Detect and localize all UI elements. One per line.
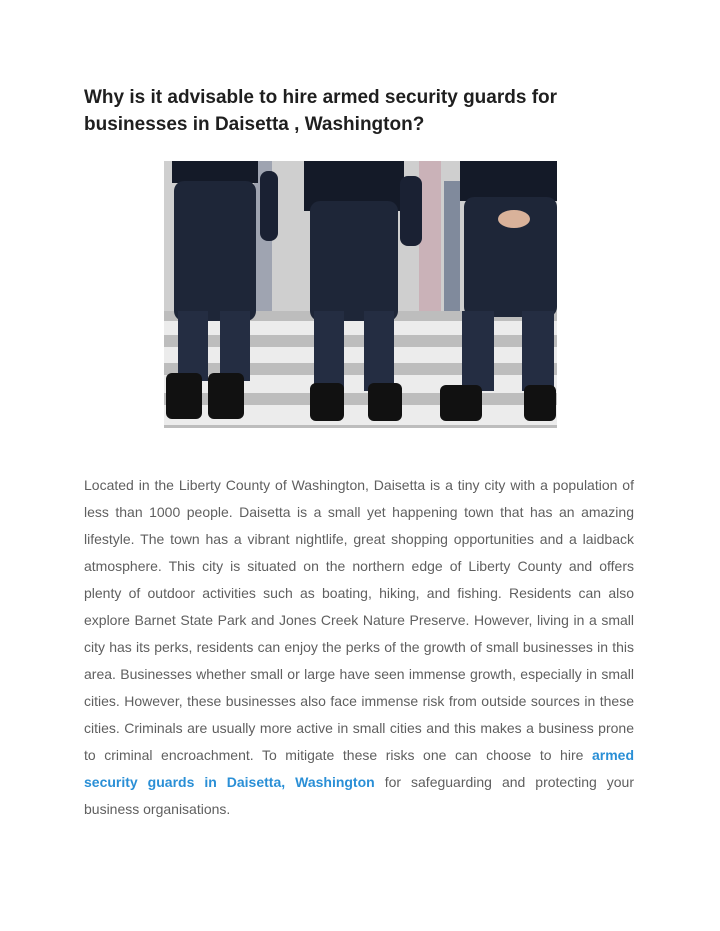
hero-image xyxy=(164,161,557,428)
paragraph-text-end: for safeguarding and protecting your business organisations. xyxy=(84,774,635,817)
armed-security-guards-link[interactable]: armed security guards in Daisetta, Washington xyxy=(84,747,634,790)
paragraph-text: Located in the Liberty County of Washington, Daisetta is a tiny city with a population of less than 1000 people. Daisetta is a small yet happening town that has an amazing lifestyle. The town has a vibrant nightlife, great shopping opportunities and a laidback atmosphere. This city is situated on the northern edge of Liberty County and offers plenty of outdoor activities such as boating, hiking, and fishing. Residents can also explore Barnet State Park and Jones Creek Nature Preserve. However, living in a small city has its perks, residents can enjoy the perks of the growth of small businesses in this area. Businesses whether small or large have seen immense growth, especially in small cities. However, these businesses also face immense risk from outside sources in these cities. Criminals are usually more active in small cities and this makes a business prone to criminal encroachment. To mitigate these risks one can choose to hire xyxy=(84,477,634,763)
article-title: Why is it advisable to hire armed security guards for businesses in Daisetta , Washington? xyxy=(84,87,558,135)
article-paragraph xyxy=(84,472,634,823)
